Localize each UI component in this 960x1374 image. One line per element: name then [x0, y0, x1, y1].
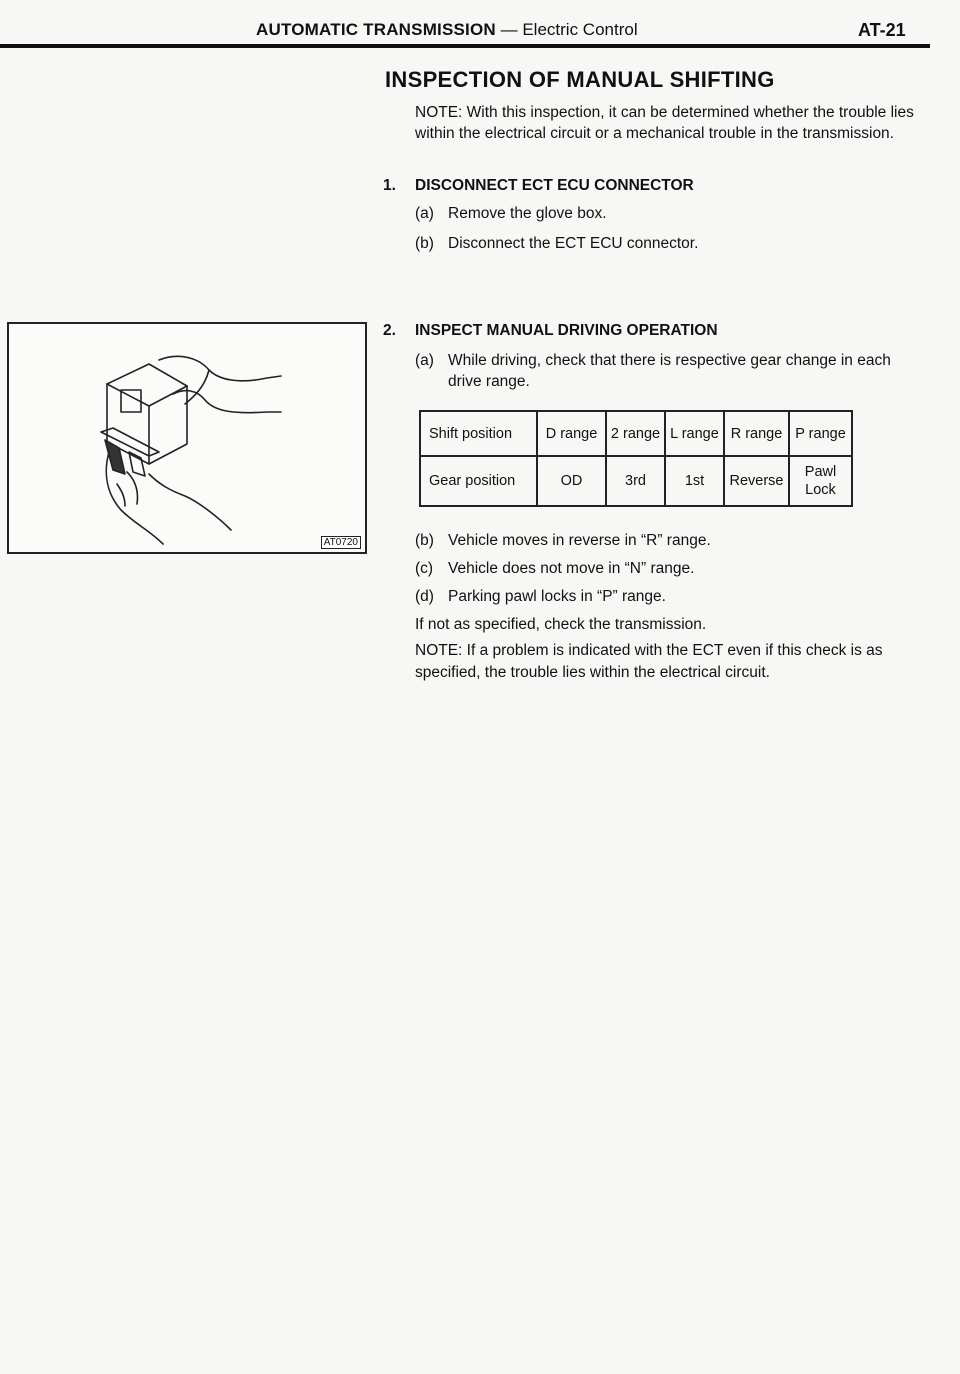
- note-electrical: NOTE: If a problem is indicated with the ECT even if this check is as specified, the trouble lies within the electrical circuit.: [415, 642, 883, 681]
- table-cell: R range: [724, 411, 789, 456]
- step2-item-a: (a) While driving, check that there is respective gear change in each drive range.: [415, 352, 891, 390]
- table-cell: D range: [537, 411, 606, 456]
- ecu-connector-drawing: [9, 324, 365, 552]
- step1-number: 1.: [383, 177, 396, 194]
- step2-item-b: (b) Vehicle moves in reverse in “R” range.: [415, 532, 711, 549]
- table-cell: 2 range: [606, 411, 665, 456]
- table-cell: P range: [789, 411, 852, 456]
- table-row: [420, 411, 852, 456]
- table-cell: L range: [665, 411, 724, 456]
- table-cell: 3rd: [606, 456, 665, 506]
- page-header: [0, 20, 960, 60]
- shift-gear-table: [419, 410, 853, 507]
- if-not-specified: If not as specified, check the transmission.: [415, 616, 707, 633]
- header-rule: [0, 44, 930, 48]
- step1-title: DISCONNECT ECT ECU CONNECTOR: [415, 177, 694, 194]
- step1-item-a: (a) Remove the glove box.: [415, 205, 607, 222]
- table-cell: 1st: [665, 456, 724, 506]
- figure-code: AT0720: [321, 536, 361, 549]
- page-number: AT-21: [858, 20, 906, 40]
- section-title: INSPECTION OF MANUAL SHIFTING: [385, 67, 775, 92]
- connector-illustration: [7, 322, 367, 554]
- header-title: AUTOMATIC TRANSMISSION — Electric Control: [256, 20, 638, 39]
- step2-title: INSPECT MANUAL DRIVING OPERATION: [415, 322, 718, 339]
- step1-item-b: (b) Disconnect the ECT ECU connector.: [415, 235, 699, 252]
- table-row: [420, 456, 852, 506]
- table-cell: Pawl Lock: [789, 456, 852, 506]
- step2-item-c: (c) Vehicle does not move in “N” range.: [415, 560, 695, 577]
- table-cell: OD: [537, 456, 606, 506]
- table-cell: Gear position: [420, 456, 537, 506]
- step2-item-d: (d) Parking pawl locks in “P” range.: [415, 588, 666, 605]
- note-intro: NOTE: With this inspection, it can be determined whether the trouble lies within the electrical circuit or a mechanical trouble in the transmission.: [415, 104, 914, 142]
- table-cell: Reverse: [724, 456, 789, 506]
- step2-number: 2.: [383, 322, 396, 339]
- table-cell: Shift position: [420, 411, 537, 456]
